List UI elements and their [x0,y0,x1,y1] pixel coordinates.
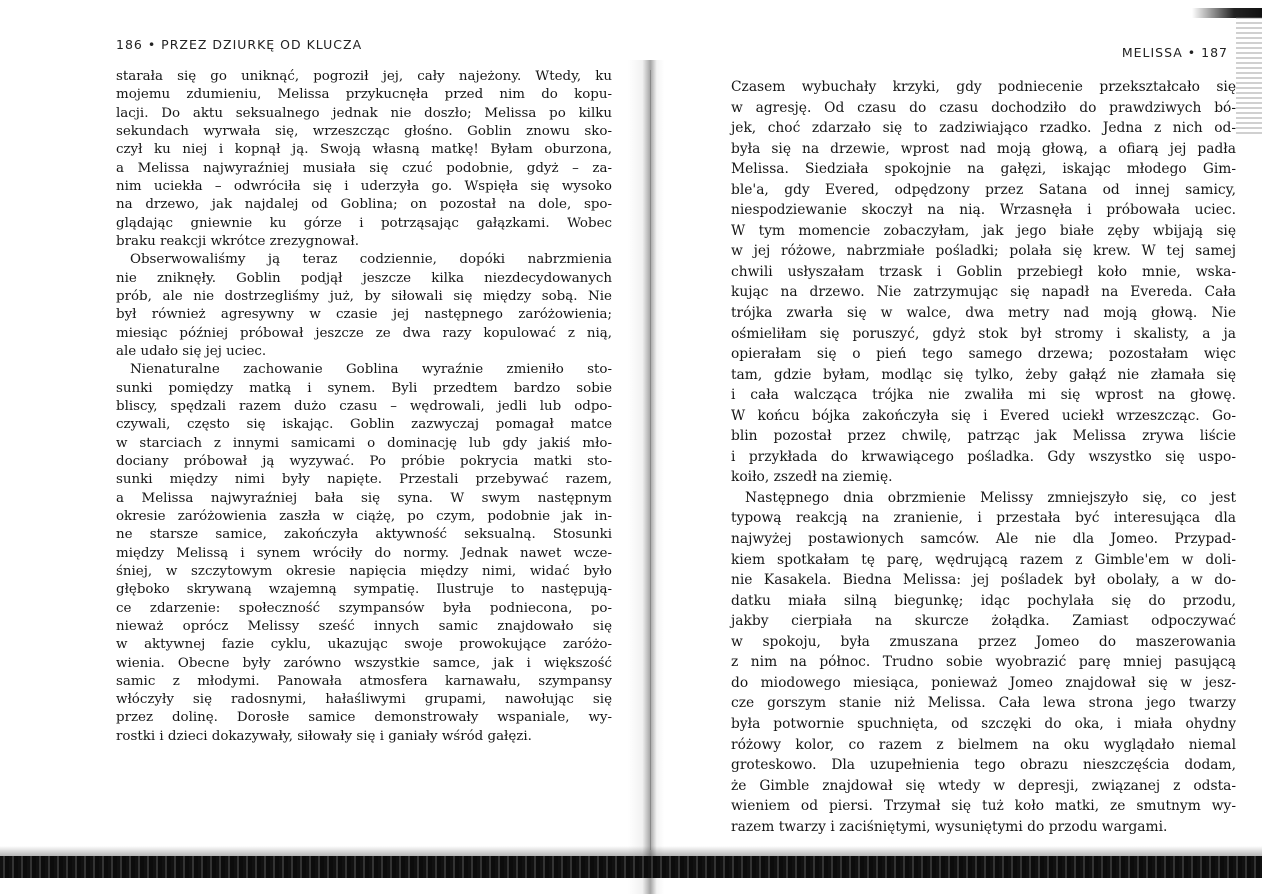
text-line: prób, ale nie dostrzegliśmy już, by siłowali się między sobą. Nie [116,288,612,304]
text-line: trójka zwarła się w walce, dwa metry nad moją głową. Nie [731,305,1236,322]
right-page-running-head: MELISSA • 187 [1121,45,1228,60]
text-line: kiem spotkałam tę parę, wędrującą razem z Gimble'em w doli- [731,551,1236,568]
left-page-text [116,68,612,746]
text-line: i przykłada do krwawiącego pośladka. Gdy wszystko się uspo- [731,448,1236,465]
text-line: głęboko skrywaną wzajemną sympatię. Ilustruje to następują- [116,582,612,598]
text-line: jakby cierpiała na skurcze żołądka. Zamiast odpoczywać [731,613,1236,630]
text-line: groteskowo. Dla uzupełnienia tego obrazu nieszczęścia dodam, [731,757,1236,774]
text-line: mojemu zdumieniu, Melissa przykucnęła przed nim do kopu- [116,87,612,103]
text-line: ośmieliłam się poruszyć, gdyż stok był stromy i skalisty, a ja [731,325,1236,342]
text-line: Nienaturalne zachowanie Goblina wyraźnie zmieniło sto- [130,362,612,378]
text-line: opierałam się o pień tego samego drzewa; pozostałam więc [731,346,1236,363]
text-line: nim uciekła – odwróciła się i uderzyła go. Wspięła się wysoko [116,178,612,194]
text-line: najwyżej postawionych samców. Ale nie dla Jomeo. Przypad- [731,531,1236,548]
text-line: samic z młodymi. Panowała atmosfera karnawału, szympansy [116,673,612,689]
text-line: Obserwowaliśmy ją teraz codziennie, dopóki nabrzmienia [130,252,612,268]
scan-edge-noise [1236,14,1262,134]
text-line: datku miała silną biegunkę; idąc pochylała się do przodu, [731,592,1236,609]
text-line: między Melissą i synem wróciły do normy. Jednak nawet wcze- [116,545,612,561]
text-line: i cała walcząca trójka nie zwaliła mi się wprost na głowę. [731,387,1236,404]
text-line: tam, gdzie byłam, modląc się tylko, żeby gałąź nie złamała się [731,366,1236,383]
text-line: cze gorszym stanie niż Melissa. Cała lewa strona jego twarzy [731,695,1236,712]
text-line: czywali, często się iskając. Goblin zazwyczaj pomagał matce [116,417,612,433]
text-line: że Gimble znajdował się wtedy w depresji, związanej z odsta- [731,777,1236,794]
text-line: jek, choć zdarzało się to zadziwiająco rzadko. Jedna z nich od- [731,120,1236,137]
text-line: była się na drzewie, wprost nad moją głową, a ofiarą jej padła [731,140,1236,157]
text-line: rostki i dzieci dokazywały, siłowały się i ganiały wśród gałęzi. [116,728,532,744]
text-line: ble'a, gdy Evered, odpędzony przez Satana od innej samicy, [731,181,1236,198]
text-line: a Melissa najwyraźniej musiała się czuć podobnie, gdyż – za- [116,160,612,176]
text-line: w starciach z innymi samicami o dominację lub gdy jakiś mło- [116,435,612,451]
left-page-running-head: 186 • PRZEZ DZIURKĘ OD KLUCZA [116,37,363,52]
text-line: sekundach wyrwała się, wrzeszcząc głośno. Goblin znowu sko- [116,123,612,139]
text-line: sunki między nimi były napięte. Przestali przebywać razem, [116,472,612,488]
text-line: wieniem od piersi. Trzymał się tuż koło matki, ze smutnym wy- [731,798,1236,815]
text-line: glądając gniewnie ku górze i potrząsając gałązkami. Wobec [116,215,612,231]
text-line: kując na drzewo. Nie zatrzymując się napadł na Evereda. Cała [731,284,1236,301]
text-line: w agresję. Od czasu do czasu dochodziło do prawdziwych bó- [731,99,1236,116]
paragraph [116,68,612,251]
text-line: starała się go uniknąć, pogroził jej, cały najeżony. Wtedy, ku [116,69,612,84]
text-line: w spokoju, była zmuszana przez Jomeo do maszerowania [731,633,1236,650]
text-line: a Melissa najwyraźniej bała się syna. W swym następnym [116,490,612,506]
text-line: W tym momencie zobaczyłam, jak jego białe zęby wbijają się [731,222,1236,239]
text-line: sunki pomiędzy matką i synem. Byli przedtem bardzo sobie [116,380,612,396]
text-line: blin pozostał przez chwilę, patrząc jak Melissa zrywa liście [731,428,1236,445]
text-line: koiło, zszedł na ziemię. [731,469,893,486]
text-line: Czasem wybuchały krzyki, gdy podniecenie przekształcało się [731,79,1236,95]
page-fold-line [650,70,651,850]
paragraph [731,77,1236,488]
text-line: śniej, w szczytowym okresie napięcia między nimi, widać było [116,563,612,579]
text-line: nieważ oprócz Melissy sześć innych samic znajdowało się [116,618,612,634]
text-line: był również agresywny w czasie jej następnego zaróżowienia; [116,307,612,323]
text-line: miesiąc później próbował jeszcze ze dwa razy kopulować z nią, [116,325,612,341]
scan-bottom-edge [0,856,1262,878]
text-line: wienia. Obecne były zarówno wszystkie samce, jak i większość [116,655,612,671]
text-line: lacji. Do aktu seksualnego jednak nie doszło; Melissa po kilku [116,105,612,121]
text-line: razem twarzy i zaciśniętymi, wysuniętymi do przodu wargami. [731,818,1168,835]
text-line: czył ku niej i kopnął ją. Swoją własną matkę! Byłam oburzona, [116,142,612,158]
text-line: ne starsze samice, zakończyła aktywność seksualną. Stosunki [116,527,612,543]
text-line: w aktywnej fazie cyklu, ukazując swoje prowokujące zaróżo- [116,637,612,653]
paragraph [731,488,1236,837]
paragraph [116,361,612,746]
text-line: przez dolinę. Dorosłe samice demonstrowały wspaniale, wy- [116,710,612,726]
text-line: na drzewo, jak najdalej od Goblina; on pozostał na dole, spo- [116,197,612,213]
text-line: braku reakcji wkrótce zrezygnował. [116,233,359,249]
text-line: niespodziewanie skoczył na nią. Wrzasnęła i próbowała uciec. [731,202,1236,219]
text-line: nie Kasakela. Biedna Melissa: jej pośladek był obolały, a w do- [731,572,1236,589]
text-line: bliscy, spędzali razem dużo czasu – wędrowali, jedli lub odpo- [116,398,612,414]
text-line: ce zdarzenie: społeczność szympansów była podniecona, po- [116,600,612,616]
text-line: nie zniknęły. Goblin podjął jeszcze kilka niezdecydowanych [116,270,612,286]
book-gutter-shadow [628,60,664,894]
text-line: do miodowego miesiąca, ponieważ Jomeo znajdował się w jesz- [731,674,1236,691]
text-line: chwili usłyszałam trzask i Goblin przebiegł koło mnie, wska- [731,263,1236,280]
paragraph [116,251,612,361]
right-page-text [731,77,1236,837]
text-line: była potwornie spuchnięta, od szczęki do oka, i miała ohydny [731,715,1236,732]
text-line: z nim na północ. Trudno sobie wyobrazić parę mniej pasującą [731,654,1236,671]
text-line: włóczyły się radosnymi, hałaśliwymi grupami, nawołując się [116,692,612,708]
text-line: Następnego dnia obrzmienie Melissy zmniejszyło się, co jest [745,489,1236,506]
text-line: typową reakcją na zranienie, i przestała być interesująca dla [731,510,1236,527]
text-line: w jej różowe, nabrzmiałe pośladki; polała się krew. W tej samej [731,243,1236,260]
text-line: W końcu bójka zakończyła się i Evered uciekł wrzeszcząc. Go- [731,407,1236,424]
text-line: różowy kolor, co razem z bielmem na oku wyglądało niemal [731,736,1236,753]
text-line: okresie zaróżowienia zaszła w ciążę, po czym, podobnie jak in- [116,508,612,524]
text-line: Melissa. Siedziała spokojnie na gałęzi, iskając młodego Gim- [731,161,1236,178]
text-line: ale udało się jej uciec. [116,343,267,359]
text-line: dociany próbował ją wyzywać. Po próbie pokrycia matki sto- [116,453,612,469]
